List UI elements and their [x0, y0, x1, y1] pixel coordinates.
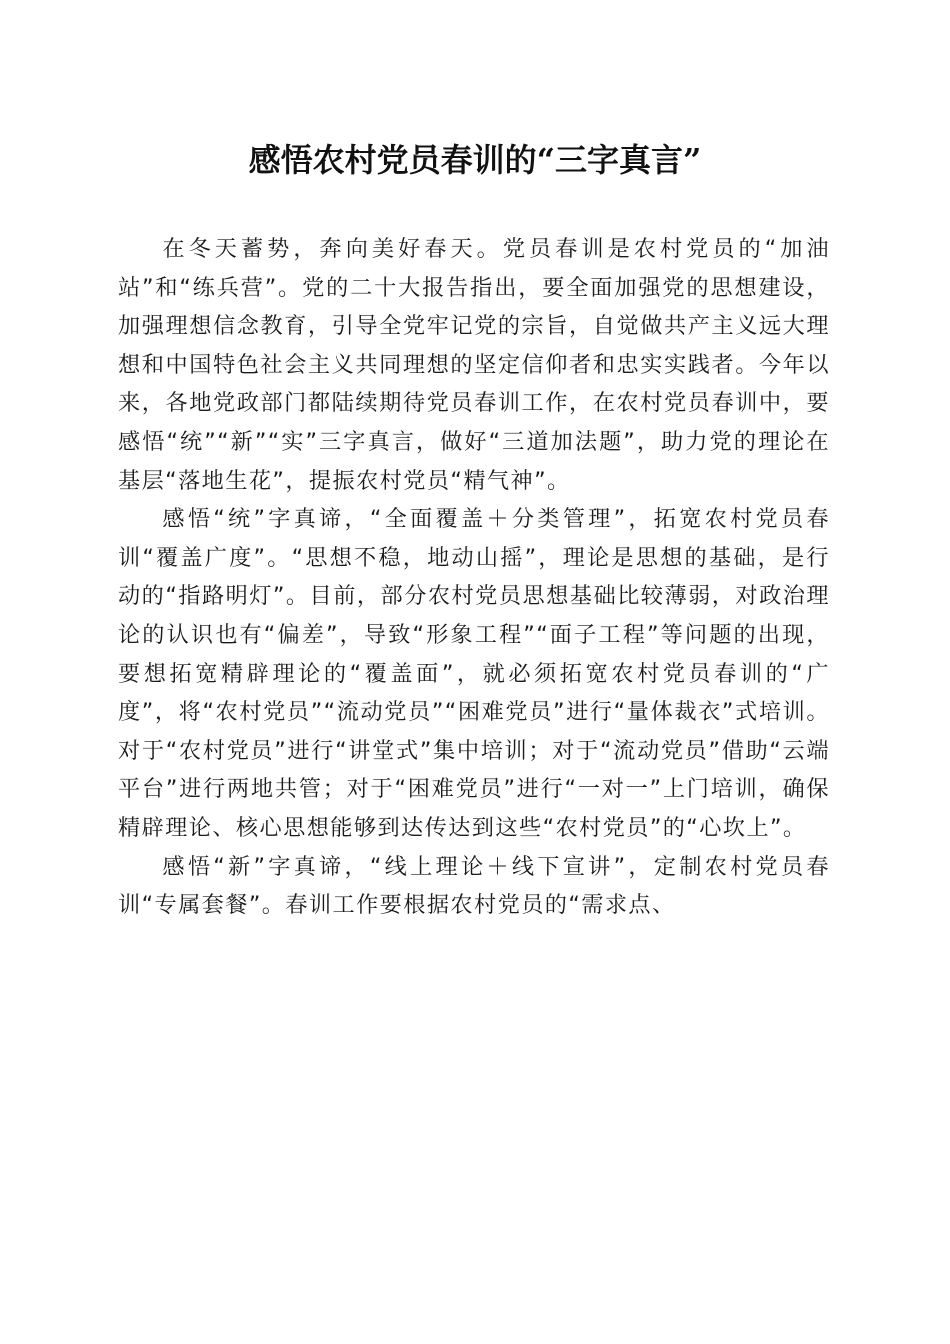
paragraph-intro: 在冬天蓄势，奔向美好春天。党员春训是农村党员的“加油站”和“练兵营”。党的二十大报告指出，要全面加强党的思想建设，加强理想信念教育，引导全党牢记党的宗旨，自觉做共产主义远大理想和中国特色社会主义共同理想的坚定信仰者和忠实实践者。今年以来，各地党政部门都陆续期待党员春训工作，在农村党员春训中，要感悟“统”“新”“实”三字真言，做好“三道加法题”，助力党的理论在基层“落地生花”，提振农村党员“精气神”。 [118, 236, 830, 494]
document-body [118, 230, 830, 925]
paragraph-innovation: 感悟“新”字真谛，“线上理论＋线下宣讲”，定制农村党员春训“专属套餐”。春训工作要根据农村党员的“需求点、 [118, 853, 830, 919]
paragraph-unity: 感悟“统”字真谛，“全面覆盖＋分类管理”，拓宽农村党员春训“覆盖广度”。“思想不稳，地动山摇”，理论是思想的基础，是行动的“指路明灯”。目前，部分农村党员思想基础比较薄弱，对政治理论的认识也有“偏差”，导致“形象工程”“面子工程”等问题的出现，要想拓宽精辟理论的“覆盖面”，就必须拓宽农村党员春训的“广度”，将“农村党员”“流动党员”“困难党员”进行“量体裁衣”式培训。对于“农村党员”进行“讲堂式”集中培训；对于“流动党员”借助“云端平台”进行两地共管；对于“困难党员”进行“一对一”上门培训，确保精辟理论、核心思想能够到达传达到这些“农村党员”的“心坎上”。 [118, 506, 830, 841]
document-title: 感悟农村党员春训的“三字真言” [248, 141, 702, 179]
